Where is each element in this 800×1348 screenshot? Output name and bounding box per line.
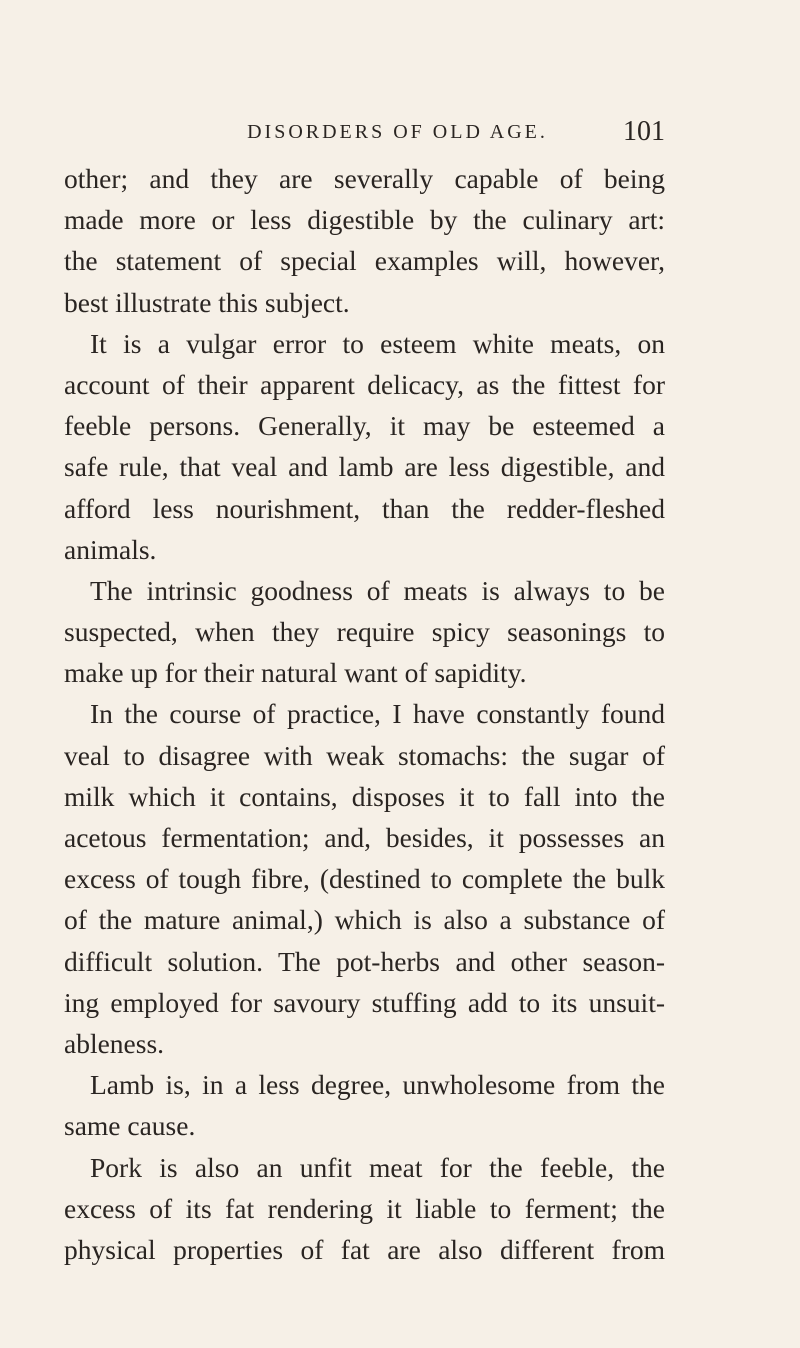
text-line: excess of its fat rendering it liable to ferment; the bbox=[64, 1192, 665, 1224]
text-line: milk which it contains, disposes it to fall into the bbox=[64, 780, 665, 812]
text-line: other; and they are severally capable of being bbox=[64, 163, 665, 194]
text-line: account of their apparent delicacy, as the fittest for bbox=[64, 368, 665, 400]
text-line: best illustrate this subject. bbox=[64, 286, 350, 318]
text-line: physical properties of fat are also different from bbox=[64, 1233, 665, 1265]
body-text bbox=[64, 158, 665, 1270]
page-number: 101 bbox=[623, 116, 665, 147]
text-line: The intrinsic goodness of meats is always to be bbox=[90, 574, 665, 606]
text-line: acetous fermentation; and, besides, it possesses an bbox=[64, 822, 665, 853]
text-line: safe rule, that veal and lamb are less digestible, and bbox=[64, 451, 665, 483]
text-line: same cause. bbox=[64, 1110, 196, 1142]
text-line: It is a vulgar error to esteem white meats, on bbox=[90, 327, 665, 359]
text-line: excess of tough fibre, (destined to complete the bulk bbox=[64, 863, 665, 895]
text-line: ing employed for savoury stuffing add to its unsuit- bbox=[64, 986, 665, 1018]
text-line: animals. bbox=[64, 533, 157, 565]
text-line: the statement of special examples will, however, bbox=[64, 245, 665, 277]
text-line: suspected, when they require spicy seasonings to bbox=[64, 616, 665, 648]
text-line: ableness. bbox=[64, 1027, 165, 1059]
text-line: made more or less digestible by the culinary art: bbox=[64, 204, 665, 236]
text-line: afford less nourishment, than the redder-fleshed bbox=[64, 492, 665, 524]
text-line: veal to disagree with weak stomachs: the sugar of bbox=[64, 739, 665, 771]
text-line: Pork is also an unfit meat for the feeble, the bbox=[90, 1151, 665, 1183]
running-title: DISORDERS OF OLD AGE. bbox=[247, 121, 548, 143]
text-line: feeble persons. Generally, it may be esteemed a bbox=[64, 410, 665, 442]
text-line: In the course of practice, I have constantly found bbox=[90, 698, 665, 730]
text-line: make up for their natural want of sapidity. bbox=[64, 657, 527, 689]
page-header bbox=[130, 112, 665, 152]
text-line: difficult solution. The pot-herbs and other season- bbox=[64, 945, 665, 977]
text-line: Lamb is, in a less degree, unwholesome from the bbox=[90, 1069, 665, 1101]
text-line: of the mature animal,) which is also a substance of bbox=[64, 904, 665, 936]
